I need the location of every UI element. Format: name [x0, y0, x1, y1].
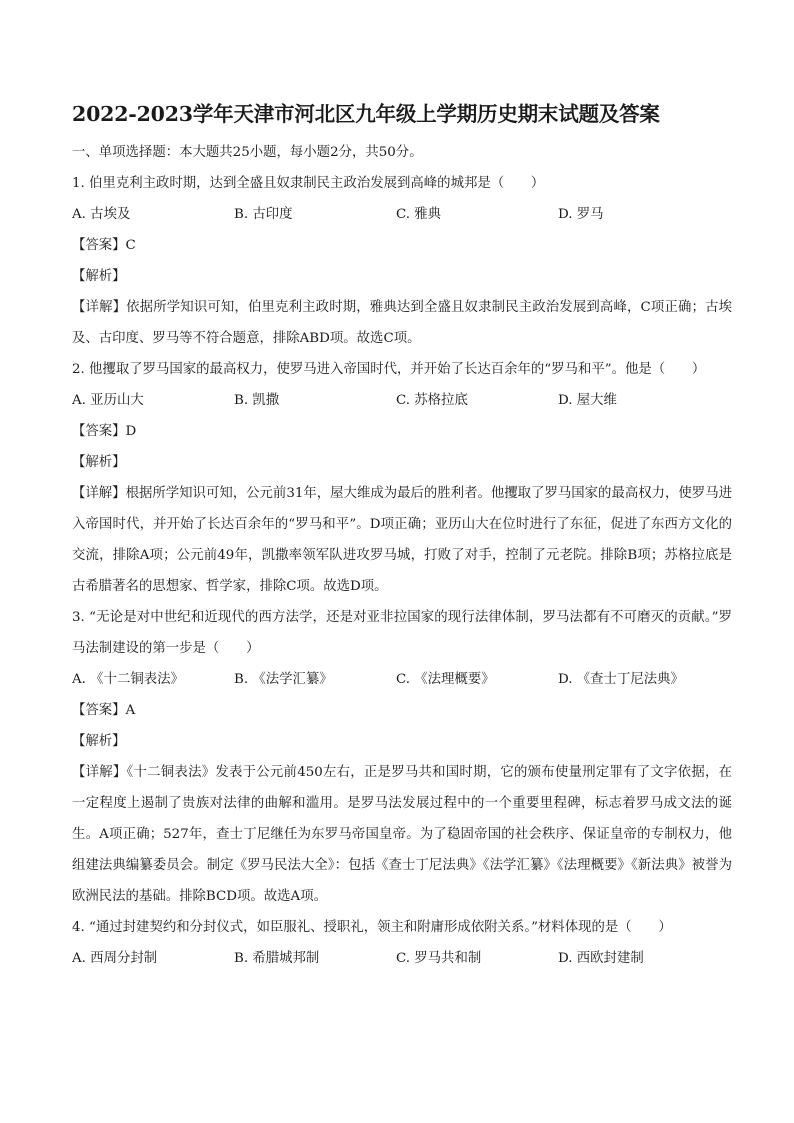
question-stem: 2. 他攫取了罗马国家的最高权力，使罗马进入帝国时代，并开始了长达百余年的“罗马和平”。他是（ ） [72, 362, 706, 377]
option-b: B. 《法学汇纂》 [234, 672, 333, 687]
question-stem: 3. “无论是对中世纪和近现代的西方法学，还是对亚非拉国家的现行法律体制，罗马法都有不可磨灭的贡献。”罗马法制建设的第一步是（ ） [72, 610, 732, 656]
option-a: A. 古埃及 [72, 207, 131, 222]
option-c: C. 雅典 [396, 207, 442, 222]
option-b: B. 古印度 [234, 207, 293, 222]
option-d: D. 西欧封建制 [558, 951, 644, 966]
option-d: D. 《查士丁尼法典》 [558, 672, 684, 687]
question-stem: 1. 伯里克利主政时期，达到全盛且奴隶制民主政治发展到高峰的城邦是（ ） [72, 176, 545, 191]
question-4 [72, 912, 732, 974]
detail-text: 【详解】依据所学知识可知，伯里克利主政时期，雅典达到全盛且奴隶制民主政治发展到高峰，C项正确；古埃及、古印度、罗马等不符合题意，排除ABD项。故选C项。 [72, 300, 732, 346]
option-a: A. 亚历山大 [72, 393, 144, 408]
analysis-label: 【解析】 [72, 734, 126, 749]
answer-label: 【答案】D [72, 424, 137, 439]
option-d: D. 屋大维 [558, 393, 617, 408]
answer-label: 【答案】A [72, 703, 136, 718]
option-list [72, 664, 732, 695]
document-title: 2022-2023学年天津市河北区九年级上学期历史期末试题及答案 [72, 102, 660, 126]
option-list [72, 199, 732, 230]
option-a: A. 《十二铜表法》 [72, 672, 184, 687]
analysis-label: 【解析】 [72, 455, 126, 470]
option-c: C. 苏格拉底 [396, 393, 468, 408]
option-b: B. 凯撒 [234, 393, 280, 408]
detail-text: 【详解】《十二铜表法》发表于公元前450左右，正是罗马共和国时期，它的颁布使量刑定罪有了文字依据，在一定程度上遏制了贵族对法律的曲解和滥用。是罗马法发展过程中的一个重要里程碑，标志着罗马成文法的诞生。A项正确；527年，查士丁尼继任为东罗马帝国皇帝。为了稳固帝国的社会秩序、保证皇帝的专制权力，他组建法典编纂委员会。制定《罗马民法大全》：包括《查士丁尼法典》《法学汇纂》《法理概要》《新法典》被誉为欧洲民法的基础。排除BCD项。故选A项。 [72, 765, 732, 904]
detail-text: 【详解】根据所学知识可知，公元前31年，屋大维成为最后的胜利者。他攫取了罗马国家的最高权力，使罗马进入帝国时代，并开始了长达百余年的“罗马和平”。D项正确；亚历山大在位时进行了东征，促进了东西方文化的交流，排除A项；公元前49年，凯撒率领军队进攻罗马城，打败了对手，控制了元老院。排除B项；苏格拉底是古希腊著名的思想家、哲学家，排除C项。故选D项。 [72, 486, 732, 594]
option-list [72, 943, 732, 974]
analysis-label: 【解析】 [72, 269, 126, 284]
option-a: A. 西周分封制 [72, 951, 158, 966]
option-d: D. 罗马 [558, 207, 604, 222]
question-1 [72, 168, 732, 354]
answer-label: 【答案】C [72, 238, 136, 253]
option-b: B. 希腊城邦制 [234, 951, 320, 966]
option-c: C. 罗马共和制 [396, 951, 482, 966]
question-3 [72, 602, 732, 912]
exam-document [72, 100, 732, 974]
question-stem: 4. “通过封建契约和分封仪式，如臣服礼、授职礼，领主和附庸形成依附关系。”材料体现的是（ ） [72, 920, 672, 935]
option-c: C. 《法理概要》 [396, 672, 495, 687]
option-list [72, 385, 732, 416]
question-2 [72, 354, 732, 602]
section-header: 一、单项选择题：本大题共25小题，每小题2分，共50分。 [72, 145, 423, 160]
